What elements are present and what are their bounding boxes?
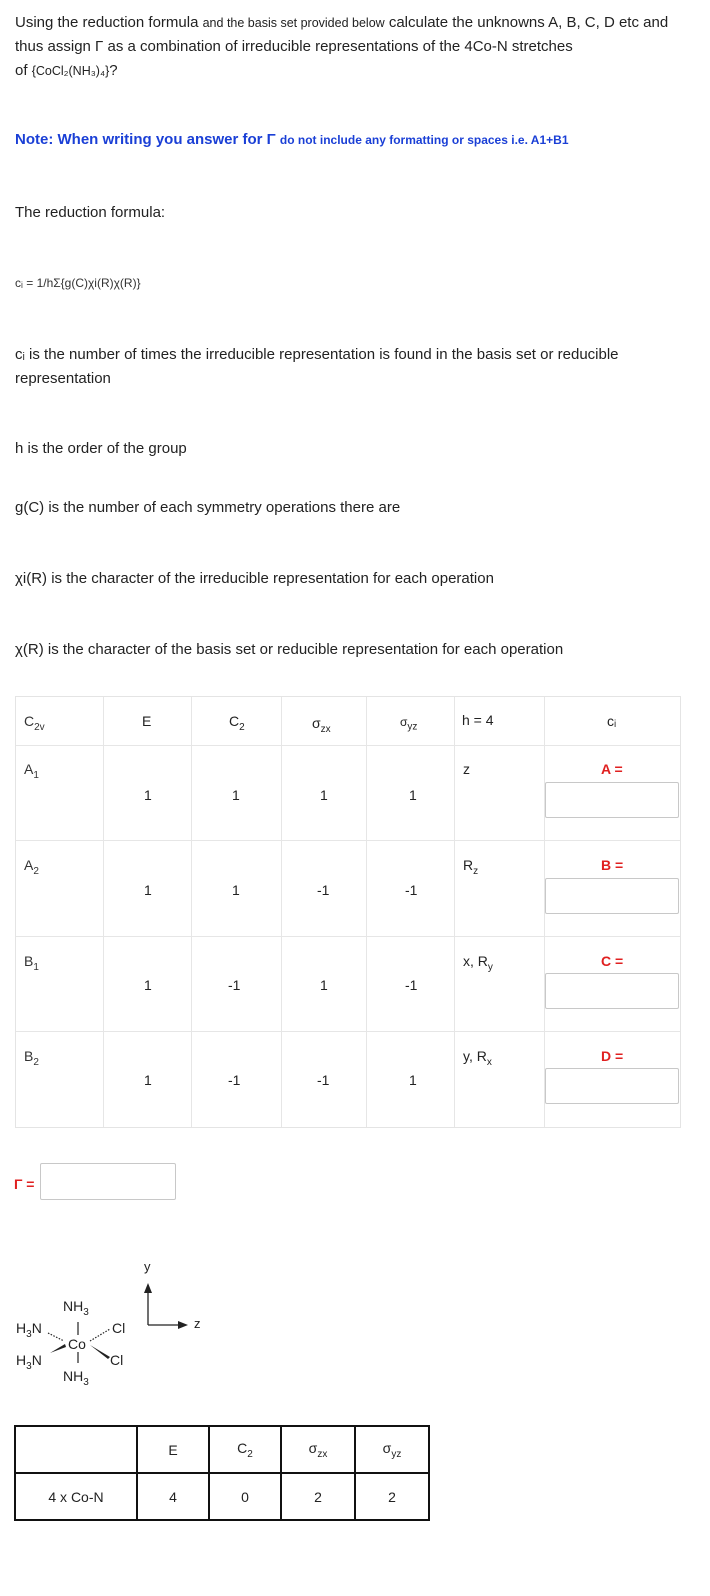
basis-B2: y, $R_x$: [463, 1048, 492, 1068]
group-order: h = 4: [462, 712, 494, 728]
char-A1-syz: 1: [409, 787, 417, 803]
question-line3: [15, 59, 118, 83]
char-B1-syz: -1: [405, 977, 418, 993]
answer-label-C: C =: [601, 953, 624, 969]
gamma-label: Γ =: [14, 1176, 35, 1192]
char-A1-szx: 1: [320, 787, 328, 803]
char-A1-C2: 1: [232, 787, 240, 803]
ligand-h3n-top-left: $H_3N$: [16, 1320, 42, 1340]
char-A2-E: 1: [144, 882, 152, 898]
char-A2-syz: -1: [405, 882, 418, 898]
irrep-B2: $B_2$: [24, 1048, 39, 1068]
basis-A1: z: [463, 761, 470, 777]
op-sigma-yz: $\sigma_{yz}$: [400, 715, 418, 733]
op-sigma-zx: $\sigma_{zx}$: [312, 715, 331, 735]
char-A1-E: 1: [144, 787, 152, 803]
basis-header-syz: $\sigma_{yz}$: [355, 1426, 429, 1473]
def-xi: χi(R) is the character of the irreducible representation for each operation: [15, 570, 494, 587]
note: [15, 131, 569, 148]
basis-A2: $R_z$: [463, 857, 479, 877]
basis-header-szx: $\sigma_{zx}$: [281, 1426, 355, 1473]
basis-header-row: [15, 1426, 429, 1473]
axis-z-label: z: [194, 1316, 201, 1331]
basis-table: [14, 1425, 430, 1521]
op-E: E: [142, 713, 152, 729]
char-B2-C2: -1: [228, 1072, 241, 1088]
ci-header: cᵢ: [607, 713, 617, 729]
question-line1-part3: calculate the unknowns A, B, C, D etc and: [388, 14, 669, 31]
irrep-A1: $A_1$: [24, 761, 39, 781]
basis-value-syz: 2: [355, 1473, 429, 1520]
irrep-A2: $A_2$: [24, 857, 39, 877]
input-C[interactable]: [545, 973, 679, 1009]
char-B1-szx: 1: [320, 977, 328, 993]
input-B[interactable]: [545, 878, 679, 914]
op-C2: $C_2$: [229, 713, 245, 733]
basis-header-empty: [15, 1426, 137, 1473]
basis-row-label: 4 x Co-N: [15, 1473, 137, 1520]
def-x: χ(R) is the character of the basis set or reducible representation for each operation: [15, 641, 564, 658]
question-line2: thus assign Γ as a combination of irreducible representations of the 4Co-N stretches: [15, 38, 573, 55]
question-line1-part1: Using the reduction formula: [15, 14, 199, 31]
def-ci: cᵢ is the number of times the irreducible representation is found in the basis set or reducible: [15, 346, 619, 363]
char-A2-szx: -1: [317, 882, 330, 898]
def-h: h is the order of the group: [15, 440, 187, 457]
input-D[interactable]: [545, 1068, 679, 1104]
char-B2-syz: 1: [409, 1072, 417, 1088]
def-ci-cont: representation: [15, 370, 111, 387]
question-line3-of: of: [15, 62, 28, 79]
gamma-input[interactable]: [40, 1163, 176, 1200]
basis-value-szx: 2: [281, 1473, 355, 1520]
answer-label-B: B =: [601, 857, 624, 873]
def-gc: g(C) is the number of each symmetry operations there are: [15, 499, 401, 516]
basis-header-C2: $C_2$: [209, 1426, 281, 1473]
group-label: $C_{2v}$: [24, 713, 45, 733]
irrep-B1: $B_1$: [24, 953, 39, 973]
char-B2-E: 1: [144, 1072, 152, 1088]
compound-formula: {CoCl₂(NH₃)₄}: [31, 64, 110, 78]
basis-header-E: E: [137, 1426, 209, 1473]
axis-y-label: y: [144, 1259, 151, 1274]
char-B2-szx: -1: [317, 1072, 330, 1088]
question-text: [15, 11, 668, 35]
question-mark: ?: [109, 62, 118, 79]
reduction-title: The reduction formula:: [15, 204, 166, 221]
ligand-nh3-bottom: $NH_3$: [63, 1368, 89, 1388]
ligand-cl-top-right: Cl: [112, 1320, 126, 1336]
ligand-h3n-bottom-left: $H_3N$: [16, 1352, 42, 1372]
ligand-nh3-top: $NH_3$: [63, 1298, 89, 1318]
basis-value-E: 4: [137, 1473, 209, 1520]
answer-label-A: A =: [601, 761, 623, 777]
char-A2-C2: 1: [232, 882, 240, 898]
molecule-structure: [10, 1255, 220, 1395]
question-line1-part2: and the basis set provided below: [202, 16, 385, 30]
reduction-formula: cᵢ = 1/hΣ{g(C)χi(R)χ(R)}: [15, 276, 141, 290]
input-A[interactable]: [545, 782, 679, 818]
metal-co: Co: [68, 1336, 86, 1352]
character-table: [15, 696, 681, 1128]
char-B1-E: 1: [144, 977, 152, 993]
char-B1-C2: -1: [228, 977, 241, 993]
note-bold: Note: When writing you answer for Γ: [15, 131, 276, 148]
basis-value-C2: 0: [209, 1473, 281, 1520]
note-small: do not include any formatting or spaces i.e. A1+B1: [279, 133, 569, 147]
basis-B1: x, $R_y$: [463, 953, 493, 973]
basis-row-coN: [15, 1473, 429, 1520]
ligand-cl-bottom-right: Cl: [110, 1352, 124, 1368]
answer-label-D: D =: [601, 1048, 624, 1064]
